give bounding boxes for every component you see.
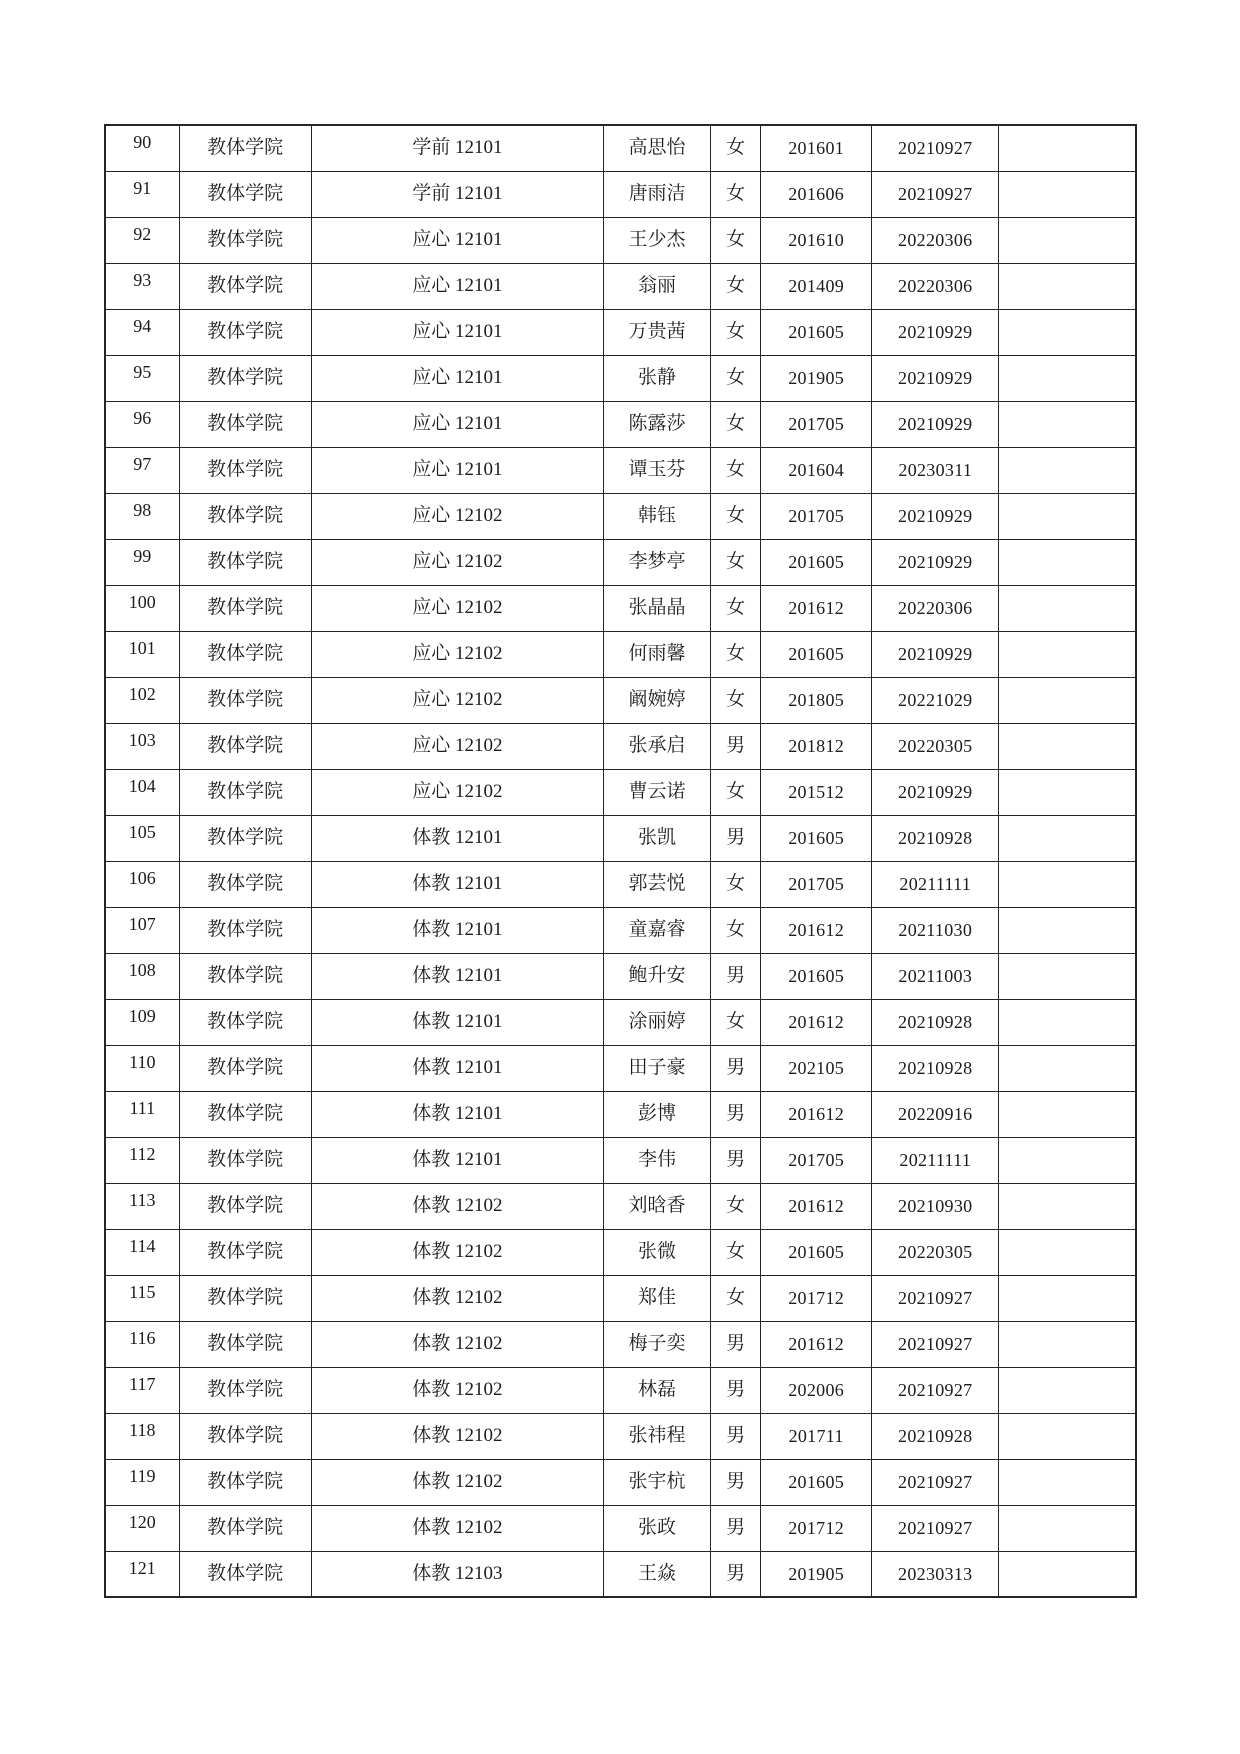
table-row (105, 1321, 1136, 1367)
table-row (105, 355, 1136, 401)
row-number-cell: 109 (105, 999, 179, 1045)
gender-cell: 男 (711, 815, 761, 861)
college-cell: 教体学院 (179, 1459, 311, 1505)
date-cell: 20210927 (872, 171, 999, 217)
row-number-cell: 100 (105, 585, 179, 631)
name-cell: 涂丽婷 (603, 999, 710, 1045)
class-cell: 体教 12102 (311, 1367, 603, 1413)
student-roster-table (104, 124, 1137, 1598)
gender-cell: 女 (711, 585, 761, 631)
remark-cell (999, 217, 1136, 263)
class-cell: 体教 12101 (311, 953, 603, 999)
row-number-cell: 110 (105, 1045, 179, 1091)
table-row (105, 1413, 1136, 1459)
table-row (105, 539, 1136, 585)
row-number-cell: 93 (105, 263, 179, 309)
date-cell: 20210927 (872, 1505, 999, 1551)
student-no-cell: 201805 (761, 677, 872, 723)
class-cell: 应心 12101 (311, 401, 603, 447)
class-cell: 学前 12101 (311, 171, 603, 217)
date-cell: 20210927 (872, 1459, 999, 1505)
row-number-cell: 94 (105, 309, 179, 355)
student-no-cell: 201612 (761, 1183, 872, 1229)
row-number-cell: 120 (105, 1505, 179, 1551)
name-cell: 张承启 (603, 723, 710, 769)
table-row (105, 1505, 1136, 1551)
gender-cell: 男 (711, 1137, 761, 1183)
student-no-cell: 201605 (761, 815, 872, 861)
gender-cell: 女 (711, 263, 761, 309)
row-number-cell: 102 (105, 677, 179, 723)
college-cell: 教体学院 (179, 493, 311, 539)
class-cell: 体教 12102 (311, 1321, 603, 1367)
college-cell: 教体学院 (179, 907, 311, 953)
student-no-cell: 201705 (761, 401, 872, 447)
row-number-cell: 106 (105, 861, 179, 907)
college-cell: 教体学院 (179, 815, 311, 861)
table-row (105, 999, 1136, 1045)
row-number-cell: 116 (105, 1321, 179, 1367)
row-number-cell: 92 (105, 217, 179, 263)
class-cell: 体教 12102 (311, 1413, 603, 1459)
college-cell: 教体学院 (179, 1275, 311, 1321)
remark-cell (999, 447, 1136, 493)
name-cell: 林磊 (603, 1367, 710, 1413)
class-cell: 应心 12102 (311, 723, 603, 769)
student-no-cell: 201606 (761, 171, 872, 217)
student-no-cell: 201612 (761, 1321, 872, 1367)
gender-cell: 男 (711, 1551, 761, 1597)
gender-cell: 男 (711, 1505, 761, 1551)
remark-cell (999, 1413, 1136, 1459)
class-cell: 应心 12101 (311, 355, 603, 401)
student-no-cell: 201612 (761, 907, 872, 953)
student-no-cell: 201905 (761, 1551, 872, 1597)
name-cell: 鲍升安 (603, 953, 710, 999)
class-cell: 应心 12101 (311, 217, 603, 263)
row-number-cell: 104 (105, 769, 179, 815)
row-number-cell: 114 (105, 1229, 179, 1275)
gender-cell: 女 (711, 401, 761, 447)
student-no-cell: 201612 (761, 585, 872, 631)
name-cell: 李梦亭 (603, 539, 710, 585)
date-cell: 20210929 (872, 309, 999, 355)
row-number-cell: 99 (105, 539, 179, 585)
gender-cell: 女 (711, 309, 761, 355)
remark-cell (999, 309, 1136, 355)
row-number-cell: 91 (105, 171, 179, 217)
gender-cell: 女 (711, 171, 761, 217)
row-number-cell: 113 (105, 1183, 179, 1229)
table-row (105, 263, 1136, 309)
name-cell: 张微 (603, 1229, 710, 1275)
class-cell: 体教 12102 (311, 1275, 603, 1321)
gender-cell: 男 (711, 1045, 761, 1091)
gender-cell: 女 (711, 1229, 761, 1275)
date-cell: 20220306 (872, 217, 999, 263)
table-row (105, 1229, 1136, 1275)
gender-cell: 女 (711, 1275, 761, 1321)
row-number-cell: 121 (105, 1551, 179, 1597)
table-row (105, 447, 1136, 493)
student-no-cell: 201605 (761, 1229, 872, 1275)
row-number-cell: 98 (105, 493, 179, 539)
date-cell: 20220305 (872, 1229, 999, 1275)
student-no-cell: 201712 (761, 1275, 872, 1321)
remark-cell (999, 1275, 1136, 1321)
student-no-cell: 202105 (761, 1045, 872, 1091)
row-number-cell: 96 (105, 401, 179, 447)
name-cell: 郭芸悦 (603, 861, 710, 907)
gender-cell: 女 (711, 125, 761, 171)
name-cell: 张宇杭 (603, 1459, 710, 1505)
row-number-cell: 115 (105, 1275, 179, 1321)
gender-cell: 女 (711, 999, 761, 1045)
date-cell: 20210929 (872, 493, 999, 539)
student-no-cell: 201612 (761, 999, 872, 1045)
student-no-cell: 201612 (761, 1091, 872, 1137)
name-cell: 刘晗香 (603, 1183, 710, 1229)
remark-cell (999, 907, 1136, 953)
college-cell: 教体学院 (179, 401, 311, 447)
gender-cell: 男 (711, 1413, 761, 1459)
class-cell: 体教 12101 (311, 1137, 603, 1183)
college-cell: 教体学院 (179, 999, 311, 1045)
college-cell: 教体学院 (179, 631, 311, 677)
name-cell: 王焱 (603, 1551, 710, 1597)
remark-cell (999, 125, 1136, 171)
gender-cell: 女 (711, 493, 761, 539)
class-cell: 应心 12101 (311, 263, 603, 309)
table-row (105, 217, 1136, 263)
class-cell: 体教 12101 (311, 907, 603, 953)
class-cell: 体教 12101 (311, 1045, 603, 1091)
row-number-cell: 118 (105, 1413, 179, 1459)
date-cell: 20210927 (872, 125, 999, 171)
student-no-cell: 201605 (761, 309, 872, 355)
date-cell: 20210929 (872, 631, 999, 677)
table-row (105, 171, 1136, 217)
remark-cell (999, 677, 1136, 723)
remark-cell (999, 493, 1136, 539)
class-cell: 体教 12101 (311, 999, 603, 1045)
remark-cell (999, 1367, 1136, 1413)
row-number-cell: 119 (105, 1459, 179, 1505)
table-row (105, 1275, 1136, 1321)
college-cell: 教体学院 (179, 1505, 311, 1551)
college-cell: 教体学院 (179, 769, 311, 815)
table-row (105, 815, 1136, 861)
class-cell: 体教 12102 (311, 1459, 603, 1505)
table-row (105, 1137, 1136, 1183)
college-cell: 教体学院 (179, 677, 311, 723)
remark-cell (999, 1505, 1136, 1551)
date-cell: 20210929 (872, 401, 999, 447)
date-cell: 20210928 (872, 1413, 999, 1459)
remark-cell (999, 263, 1136, 309)
college-cell: 教体学院 (179, 309, 311, 355)
table-row (105, 1459, 1136, 1505)
table-row (105, 1367, 1136, 1413)
name-cell: 张祎程 (603, 1413, 710, 1459)
row-number-cell: 97 (105, 447, 179, 493)
remark-cell (999, 1183, 1136, 1229)
college-cell: 教体学院 (179, 1551, 311, 1597)
gender-cell: 男 (711, 723, 761, 769)
student-no-cell: 202006 (761, 1367, 872, 1413)
gender-cell: 女 (711, 677, 761, 723)
student-roster-table-body (105, 125, 1136, 1597)
table-row (105, 723, 1136, 769)
class-cell: 应心 12102 (311, 539, 603, 585)
college-cell: 教体学院 (179, 447, 311, 493)
class-cell: 体教 12102 (311, 1505, 603, 1551)
student-no-cell: 201712 (761, 1505, 872, 1551)
student-no-cell: 201705 (761, 493, 872, 539)
date-cell: 20211030 (872, 907, 999, 953)
college-cell: 教体学院 (179, 355, 311, 401)
college-cell: 教体学院 (179, 263, 311, 309)
student-no-cell: 201601 (761, 125, 872, 171)
table-row (105, 401, 1136, 447)
name-cell: 韩钰 (603, 493, 710, 539)
table-row (105, 1183, 1136, 1229)
date-cell: 20211111 (872, 1137, 999, 1183)
student-no-cell: 201605 (761, 631, 872, 677)
date-cell: 20230311 (872, 447, 999, 493)
date-cell: 20210928 (872, 1045, 999, 1091)
row-number-cell: 111 (105, 1091, 179, 1137)
name-cell: 阚婉婷 (603, 677, 710, 723)
table-row (105, 953, 1136, 999)
student-no-cell: 201812 (761, 723, 872, 769)
name-cell: 唐雨洁 (603, 171, 710, 217)
student-no-cell: 201409 (761, 263, 872, 309)
remark-cell (999, 1137, 1136, 1183)
college-cell: 教体学院 (179, 171, 311, 217)
date-cell: 20210929 (872, 539, 999, 585)
row-number-cell: 105 (105, 815, 179, 861)
name-cell: 谭玉芬 (603, 447, 710, 493)
class-cell: 应心 12102 (311, 493, 603, 539)
remark-cell (999, 171, 1136, 217)
date-cell: 20210928 (872, 999, 999, 1045)
row-number-cell: 90 (105, 125, 179, 171)
remark-cell (999, 953, 1136, 999)
name-cell: 高思怡 (603, 125, 710, 171)
date-cell: 20220306 (872, 585, 999, 631)
class-cell: 体教 12101 (311, 815, 603, 861)
date-cell: 20221029 (872, 677, 999, 723)
date-cell: 20210930 (872, 1183, 999, 1229)
remark-cell (999, 1045, 1136, 1091)
college-cell: 教体学院 (179, 1413, 311, 1459)
class-cell: 体教 12103 (311, 1551, 603, 1597)
college-cell: 教体学院 (179, 1137, 311, 1183)
class-cell: 应心 12101 (311, 309, 603, 355)
student-no-cell: 201605 (761, 539, 872, 585)
student-no-cell: 201905 (761, 355, 872, 401)
gender-cell: 男 (711, 953, 761, 999)
date-cell: 20210929 (872, 769, 999, 815)
gender-cell: 女 (711, 907, 761, 953)
name-cell: 翁丽 (603, 263, 710, 309)
table-row (105, 677, 1136, 723)
row-number-cell: 112 (105, 1137, 179, 1183)
gender-cell: 男 (711, 1367, 761, 1413)
college-cell: 教体学院 (179, 1045, 311, 1091)
college-cell: 教体学院 (179, 861, 311, 907)
college-cell: 教体学院 (179, 1183, 311, 1229)
name-cell: 田子豪 (603, 1045, 710, 1091)
college-cell: 教体学院 (179, 1367, 311, 1413)
college-cell: 教体学院 (179, 723, 311, 769)
gender-cell: 女 (711, 355, 761, 401)
class-cell: 学前 12101 (311, 125, 603, 171)
date-cell: 20210928 (872, 815, 999, 861)
remark-cell (999, 999, 1136, 1045)
college-cell: 教体学院 (179, 125, 311, 171)
remark-cell (999, 1459, 1136, 1505)
row-number-cell: 103 (105, 723, 179, 769)
class-cell: 体教 12101 (311, 861, 603, 907)
date-cell: 20220916 (872, 1091, 999, 1137)
remark-cell (999, 815, 1136, 861)
date-cell: 20210929 (872, 355, 999, 401)
college-cell: 教体学院 (179, 1229, 311, 1275)
student-no-cell: 201604 (761, 447, 872, 493)
college-cell: 教体学院 (179, 539, 311, 585)
date-cell: 20230313 (872, 1551, 999, 1597)
class-cell: 应心 12102 (311, 769, 603, 815)
class-cell: 应心 12102 (311, 631, 603, 677)
college-cell: 教体学院 (179, 585, 311, 631)
class-cell: 体教 12102 (311, 1229, 603, 1275)
remark-cell (999, 861, 1136, 907)
name-cell: 张静 (603, 355, 710, 401)
gender-cell: 男 (711, 1321, 761, 1367)
table-row (105, 585, 1136, 631)
gender-cell: 女 (711, 447, 761, 493)
name-cell: 彭博 (603, 1091, 710, 1137)
name-cell: 张晶晶 (603, 585, 710, 631)
remark-cell (999, 355, 1136, 401)
remark-cell (999, 1091, 1136, 1137)
gender-cell: 女 (711, 1183, 761, 1229)
row-number-cell: 107 (105, 907, 179, 953)
name-cell: 张政 (603, 1505, 710, 1551)
student-no-cell: 201605 (761, 1459, 872, 1505)
row-number-cell: 101 (105, 631, 179, 677)
class-cell: 应心 12101 (311, 447, 603, 493)
date-cell: 20211111 (872, 861, 999, 907)
remark-cell (999, 1321, 1136, 1367)
table-row (105, 631, 1136, 677)
remark-cell (999, 539, 1136, 585)
college-cell: 教体学院 (179, 1321, 311, 1367)
gender-cell: 男 (711, 1459, 761, 1505)
student-no-cell: 201705 (761, 861, 872, 907)
gender-cell: 女 (711, 769, 761, 815)
name-cell: 张凯 (603, 815, 710, 861)
gender-cell: 女 (711, 539, 761, 585)
table-row (105, 1045, 1136, 1091)
name-cell: 郑佳 (603, 1275, 710, 1321)
gender-cell: 女 (711, 631, 761, 677)
college-cell: 教体学院 (179, 1091, 311, 1137)
table-row (105, 769, 1136, 815)
class-cell: 体教 12102 (311, 1183, 603, 1229)
student-no-cell: 201610 (761, 217, 872, 263)
name-cell: 何雨馨 (603, 631, 710, 677)
date-cell: 20210927 (872, 1367, 999, 1413)
student-no-cell: 201711 (761, 1413, 872, 1459)
gender-cell: 男 (711, 1091, 761, 1137)
class-cell: 应心 12102 (311, 677, 603, 723)
student-no-cell: 201605 (761, 953, 872, 999)
remark-cell (999, 631, 1136, 677)
remark-cell (999, 769, 1136, 815)
student-no-cell: 201512 (761, 769, 872, 815)
table-row (105, 1091, 1136, 1137)
date-cell: 20220306 (872, 263, 999, 309)
student-no-cell: 201705 (761, 1137, 872, 1183)
row-number-cell: 108 (105, 953, 179, 999)
remark-cell (999, 585, 1136, 631)
gender-cell: 女 (711, 217, 761, 263)
remark-cell (999, 1551, 1136, 1597)
class-cell: 体教 12101 (311, 1091, 603, 1137)
date-cell: 20210927 (872, 1321, 999, 1367)
name-cell: 童嘉睿 (603, 907, 710, 953)
row-number-cell: 117 (105, 1367, 179, 1413)
name-cell: 万贵茜 (603, 309, 710, 355)
college-cell: 教体学院 (179, 217, 311, 263)
date-cell: 20210927 (872, 1275, 999, 1321)
name-cell: 李伟 (603, 1137, 710, 1183)
gender-cell: 女 (711, 861, 761, 907)
name-cell: 陈露莎 (603, 401, 710, 447)
name-cell: 曹云诺 (603, 769, 710, 815)
date-cell: 20220305 (872, 723, 999, 769)
name-cell: 梅子奕 (603, 1321, 710, 1367)
date-cell: 20211003 (872, 953, 999, 999)
table-row (105, 493, 1136, 539)
table-row (105, 309, 1136, 355)
remark-cell (999, 723, 1136, 769)
table-row (105, 861, 1136, 907)
class-cell: 应心 12102 (311, 585, 603, 631)
name-cell: 王少杰 (603, 217, 710, 263)
table-row (105, 1551, 1136, 1597)
college-cell: 教体学院 (179, 953, 311, 999)
table-row (105, 125, 1136, 171)
table-row (105, 907, 1136, 953)
row-number-cell: 95 (105, 355, 179, 401)
remark-cell (999, 1229, 1136, 1275)
remark-cell (999, 401, 1136, 447)
